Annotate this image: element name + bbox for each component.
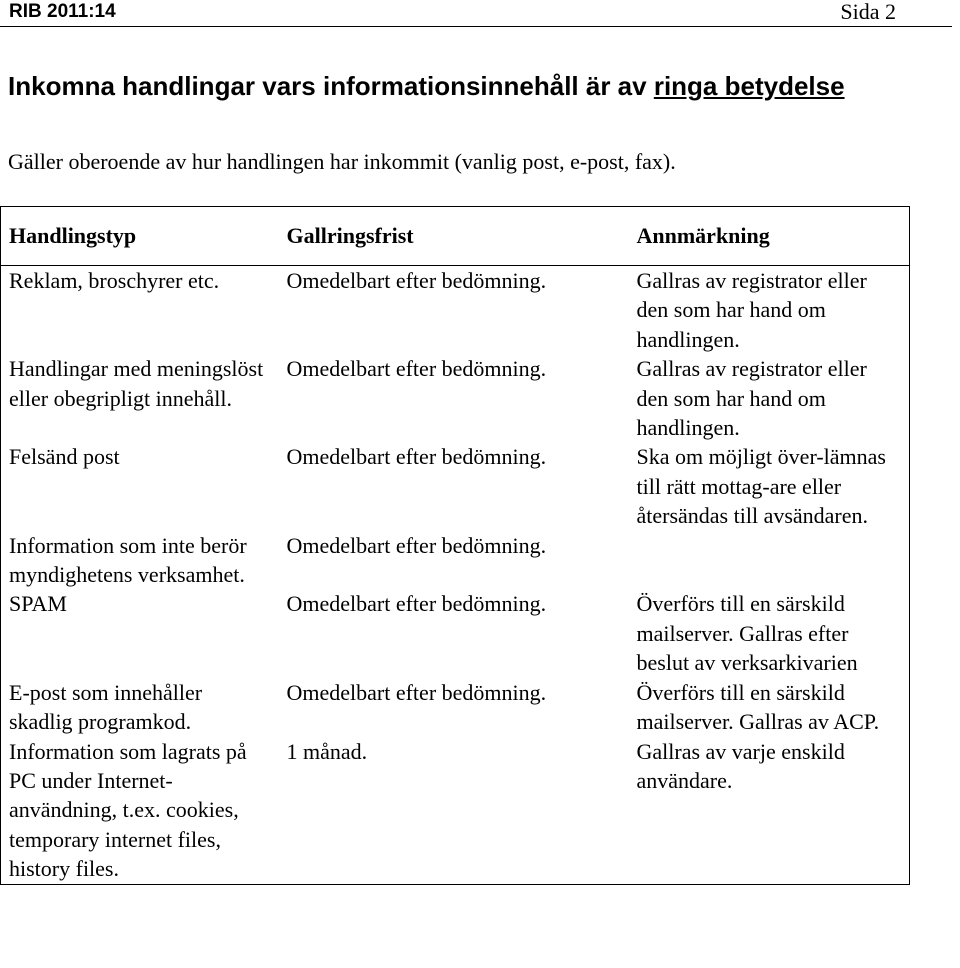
cell-note: Gallras av registrator eller den som har hand om handlingen. [629,354,910,442]
cell-note [629,531,910,590]
cell-note: Ska om möjligt över-lämnas till rätt mottag-are eller återsändas till avsändaren. [629,442,910,530]
cell-type: Reklam, broschyrer etc. [1,266,279,355]
title-main: Inkomna handlingar vars informationsinnehåll är av [8,71,654,101]
retention-table [0,206,910,885]
page-title [8,70,908,103]
table-row [1,531,910,590]
cell-note: Gallras av varje enskild användare. [629,737,910,885]
table-row [1,266,910,355]
table-row [1,354,910,442]
cell-period: 1 månad. [279,737,629,885]
document-reference: RIB 2011:14 [9,1,116,22]
table-row [1,737,910,885]
intro-text: Gäller oberoende av hur handlingen har inkommit (vanlig post, e-post, fax). [8,149,676,174]
cell-note: Överförs till en särskild mailserver. Gallras av ACP. [629,678,910,737]
cell-note: Gallras av registrator eller den som har hand om handlingen. [629,266,910,355]
column-header-annmarkning: Annmärkning [629,207,910,266]
cell-type: SPAM [1,589,279,677]
table-row [1,589,910,677]
cell-note: Överförs till en särskild mailserver. Gallras efter beslut av verksarkivarien [629,589,910,677]
cell-period: Omedelbart efter bedömning. [279,266,629,355]
table-row [1,442,910,530]
column-header-gallringsfrist: Gallringsfrist [279,207,629,266]
cell-type: Information som lagrats på PC under Internet-användning, t.ex. cookies, temporary internet files, history files. [1,737,279,885]
title-underlined: ringa betydelse [653,71,845,101]
cell-period: Omedelbart efter bedömning. [286,532,547,558]
page-number: Sida 2 [840,0,896,24]
cell-type: E-post som innehåller skadlig programkod. [1,678,279,737]
table-header-row [1,207,910,266]
column-header-handlingstyp: Handlingstyp [1,207,279,266]
cell-type: Handlingar med meningslöst eller obegripligt innehåll. [1,354,279,442]
cell-period: Omedelbart efter bedömning. [286,444,547,470]
cell-period: Omedelbart efter bedömning. [286,679,547,705]
cell-type: Information som inte berör myndighetens verksamhet. [1,531,279,590]
cell-type: Felsänd post [1,442,279,530]
cell-period: Omedelbart efter bedömning. [286,356,547,382]
page-header [0,0,952,27]
table-row [1,678,910,737]
cell-period: Omedelbart efter bedömning. [286,591,547,617]
